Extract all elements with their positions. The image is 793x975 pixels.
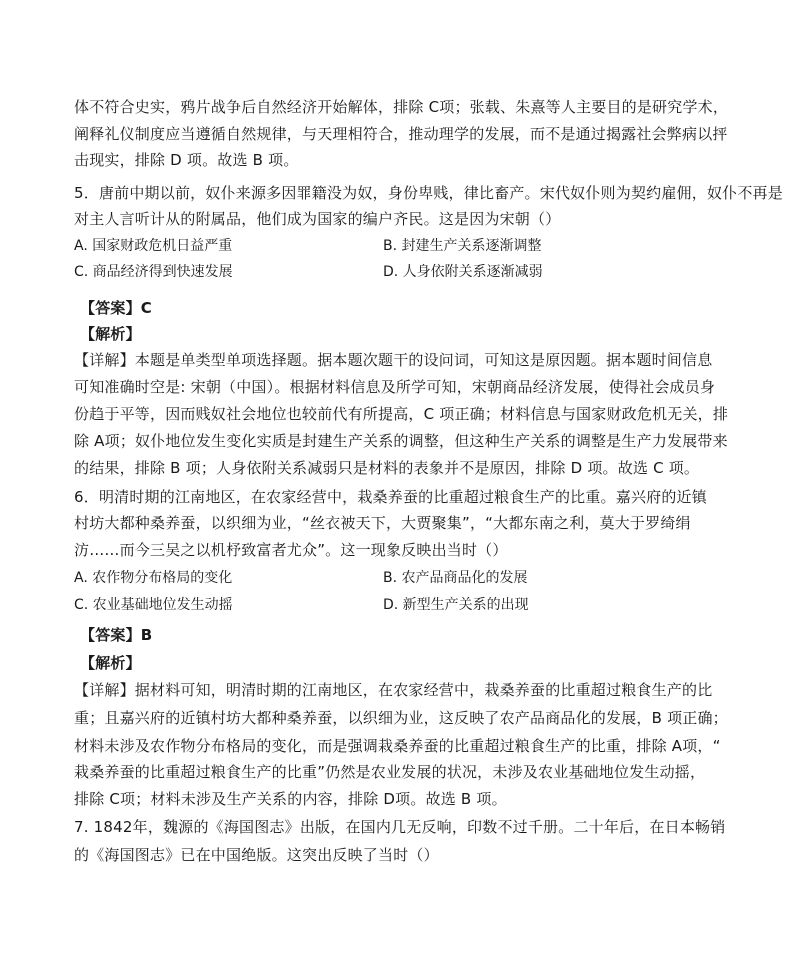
q6-analysis-label: 【解析】 bbox=[80, 654, 141, 672]
q5-stem-line-1: 5．唐前中期以前，奴仆来源多因罪籍没为奴，身份卑贱，律比畜产。宋代奴仆则为契约雇佣，奴仆不再是 bbox=[74, 184, 783, 202]
q6-option-c: C. 农业基础地位发生动摇 bbox=[74, 597, 233, 613]
q6-option-a: A. 农作物分布格局的变化 bbox=[74, 570, 233, 586]
q6-detail-line-3: 材料未涉及农作物分布格局的变化，而是强调栽桑养蚕的比重超过粮食生产的比重，排除 A项，“ bbox=[74, 737, 721, 755]
q5-option-c: C. 商品经济得到快速发展 bbox=[74, 264, 233, 280]
q6-stem-line-2: 村坊大都种桑养蚕，以织细为业，“丝衣被天下，大贾聚集”，“大都东南之利，莫大于罗绮绢 bbox=[74, 514, 691, 532]
q5-detail-line-3: 份趋于平等，因而贱奴社会地位也较前代有所提高，C 项正确；材料信息与国家财政危机无关，排 bbox=[74, 405, 729, 423]
q5-detail-line-1: 【详解】本题是单类型单项选择题。据本题次题干的设问词，可知这是原因题。据本题时间信息 bbox=[74, 351, 713, 369]
q5-analysis-label: 【解析】 bbox=[80, 325, 141, 343]
q6-option-d: D. 新型生产关系的出现 bbox=[383, 597, 529, 613]
q5-option-b: B. 封建生产关系逐渐调整 bbox=[383, 238, 542, 254]
q5-detail-line-2: 可知准确时空是: 宋朝（中国）。根据材料信息及所学可知，宋朝商品经济发展，使得社会成员身 bbox=[74, 378, 716, 396]
q6-stem-line-1: 6．明清时期的江南地区，在农家经营中，栽桑养蚕的比重超过粮食生产的比重。嘉兴府的近镇 bbox=[74, 488, 707, 506]
q5-stem-line-2: 对主人言听计从的附属品，他们成为国家的编户齐民。这是因为宋朝（） bbox=[74, 210, 561, 228]
q6-stem-line-3: 汸……而今三吴之以机杼致富者尤众”。这一现象反映出当时（） bbox=[74, 541, 508, 559]
q5-detail-line-4: 除 A项；奴仆地位发生变化实质是封建生产关系的调整，但这种生产关系的调整是生产力发展带来 bbox=[74, 432, 728, 450]
carryover-line-3: 击现实，排除 D 项。故选 B 项。 bbox=[74, 151, 299, 169]
q6-answer: 【答案】B bbox=[80, 626, 153, 644]
q5-option-d: D. 人身依附关系逐渐减弱 bbox=[383, 264, 543, 280]
q6-detail-line-1: 【详解】据材料可知，明清时期的江南地区，在农家经营中，栽桑养蚕的比重超过粮食生产的比 bbox=[74, 681, 713, 699]
q6-option-b: B. 农产品商品化的发展 bbox=[383, 570, 528, 586]
carryover-line-1: 体不符合史实，鸦片战争后自然经济开始解体，排除 C项；张载、朱熹等人主要目的是研究学术， bbox=[74, 98, 729, 116]
q5-answer: 【答案】C bbox=[80, 299, 153, 317]
q5-option-a: A. 国家财政危机日益严重 bbox=[74, 238, 233, 254]
q6-detail-line-5: 排除 C项；材料未涉及生产关系的内容，排除 D项。故选 B 项。 bbox=[74, 790, 507, 808]
carryover-line-2: 阐释礼仪制度应当遵循自然规律，与天理相符合，推动理学的发展，而不是通过揭露社会弊病以抨 bbox=[74, 125, 728, 143]
q5-detail-line-5: 的结果，排除 B 项；人身依附关系减弱只是材料的表象并不是原因，排除 D 项。故选 C 项。 bbox=[74, 459, 700, 477]
q6-detail-line-4: 栽桑养蚕的比重超过粮食生产的比重”仍然是农业发展的状况，未涉及农业基础地位发生动摇， bbox=[74, 763, 706, 781]
q7-stem-line-1: 7. 1842年，魏源的《海国图志》出版，在国内几无反响，印数不过千册。二十年后，在日本畅销 bbox=[74, 818, 726, 836]
q7-stem-line-2: 的《海国图志》已在中国绝版。这突出反映了当时（） bbox=[74, 846, 439, 864]
q6-detail-line-2: 重；且嘉兴府的近镇村坊大都种桑养蚕，以织细为业，这反映了农产品商品化的发展，B 项正确； bbox=[74, 709, 728, 727]
